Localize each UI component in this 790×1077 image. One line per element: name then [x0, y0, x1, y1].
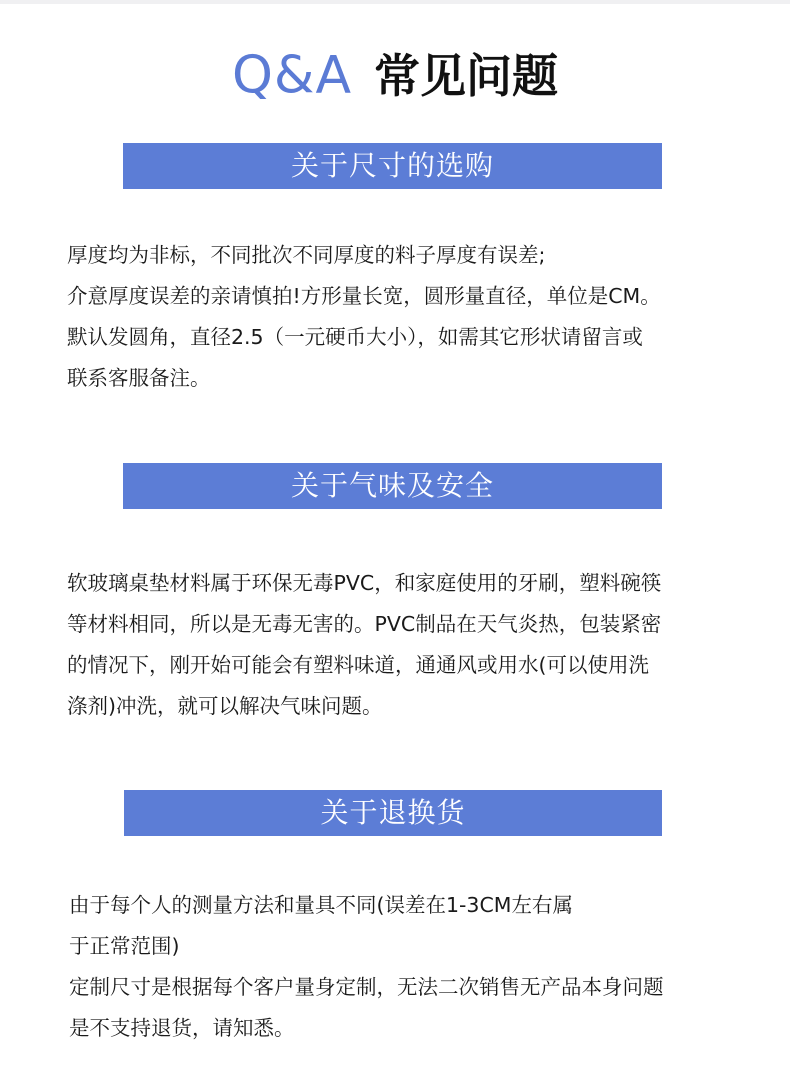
section-body-line: 于正常范围) [69, 934, 180, 958]
section-body-line: 软玻璃桌垫材料属于环保无毒PVC，和家庭使用的牙刷，塑料碗筷 [67, 571, 662, 595]
section-body-line: 介意厚度误差的亲请慎拍!方形量长宽，圆形量直径，单位是CM。 [67, 284, 661, 308]
section-body-line: 由于每个人的测量方法和量具不同(误差在1-3CM左右属 [69, 893, 573, 917]
section-body-line: 厚度均为非标，不同批次不同厚度的料子厚度有误差; [67, 243, 546, 267]
section-body-size [67, 235, 661, 399]
top-divider-strip [0, 0, 790, 4]
section-body-line: 定制尺寸是根据每个客户量身定制，无法二次销售无产品本身问题 [69, 975, 664, 999]
page-title [0, 40, 790, 110]
section-body-line: 默认发圆角，直径2.5（一元硬币大小），如需其它形状请留言或 [67, 325, 643, 349]
section-body-line: 等材料相同，所以是无毒无害的。PVC制品在天气炎热，包装紧密 [67, 612, 662, 636]
section-heading-returns: 关于退换货 [124, 790, 662, 836]
section-body-line: 是不支持退货，请知悉。 [69, 1016, 295, 1040]
page-title-qa: Q&A [231, 45, 353, 106]
section-body-line: 的情况下，刚开始可能会有塑料味道，通通风或用水(可以使用洗 [67, 653, 649, 677]
section-heading-size: 关于尺寸的选购 [123, 143, 662, 189]
section-body-line: 联系客服备注。 [67, 366, 211, 390]
section-heading-odor-safety: 关于气味及安全 [123, 463, 662, 509]
section-body-line: 涤剂)冲洗，就可以解决气味问题。 [67, 694, 383, 718]
section-body-returns [69, 885, 664, 1049]
section-body-odor-safety [67, 563, 661, 727]
page-title-cn: 常见问题 [374, 48, 559, 103]
